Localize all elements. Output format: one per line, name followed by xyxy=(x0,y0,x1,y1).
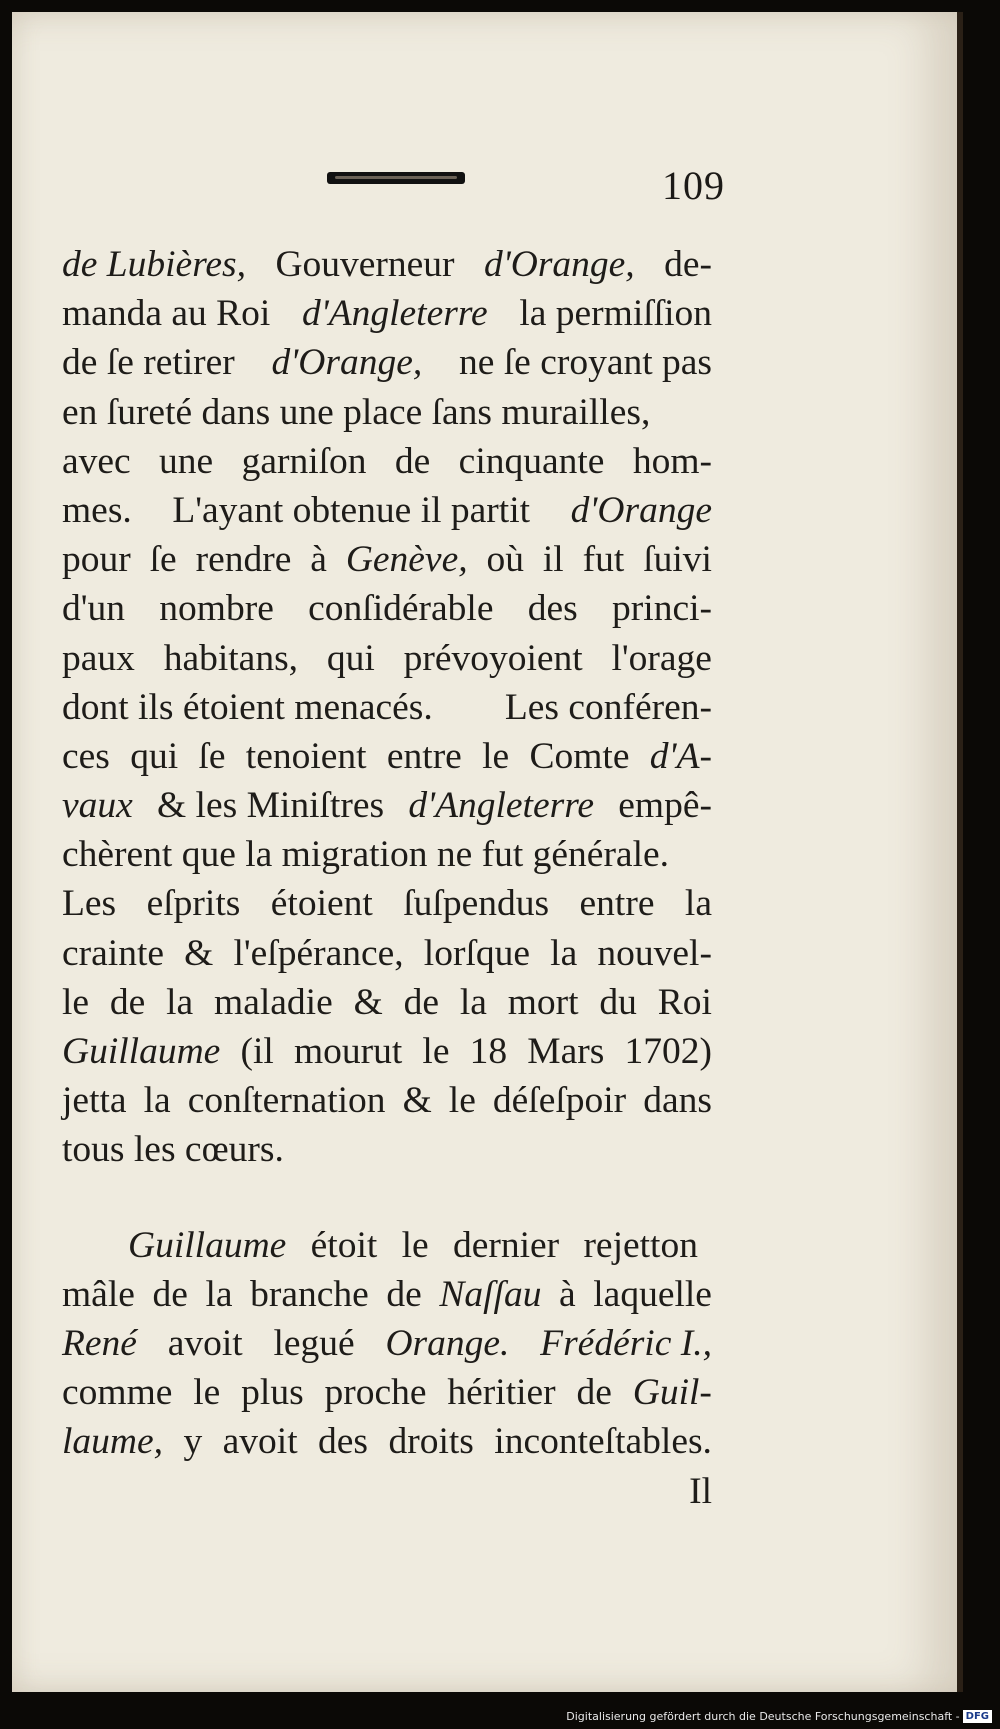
italic-word: d'Orange xyxy=(570,489,712,531)
word: mes. xyxy=(62,489,132,531)
word: avoit xyxy=(167,1322,243,1364)
word: à xyxy=(559,1273,576,1315)
word: la xyxy=(459,981,487,1023)
word: entre xyxy=(386,735,462,777)
word: ſe xyxy=(198,735,226,777)
word: qui xyxy=(130,735,179,777)
text-line xyxy=(62,1027,712,1076)
italic-word: d'Angleterre xyxy=(301,293,488,335)
word: la xyxy=(166,981,194,1023)
italic-word: René xyxy=(62,1322,137,1364)
italic-word: d'A- xyxy=(649,735,712,777)
word: chèrent que la migration ne fut générale. xyxy=(62,834,670,876)
word: ne ſe croyant pas xyxy=(458,342,712,384)
word: L'ayant obtenue il partit xyxy=(172,489,531,531)
word: dernier xyxy=(452,1224,560,1266)
italic-word: laume, xyxy=(62,1421,164,1463)
word: legué xyxy=(273,1322,355,1364)
word: & les Miniſtres xyxy=(157,785,385,827)
digitization-footer xyxy=(566,1710,992,1723)
word: habitans, xyxy=(163,637,299,679)
word: ſuivi xyxy=(643,539,712,581)
word: étoient xyxy=(270,883,373,925)
word: (il xyxy=(240,1031,274,1072)
word: hom- xyxy=(632,440,712,482)
book-page xyxy=(12,12,963,1692)
text-line xyxy=(62,1125,712,1174)
word: & xyxy=(184,932,214,974)
word: droits xyxy=(388,1421,474,1463)
word: l'orage xyxy=(611,637,712,679)
word: à xyxy=(310,539,327,581)
word: prévoyoient xyxy=(403,637,583,679)
text-line xyxy=(62,486,712,535)
printer-ornament xyxy=(327,172,465,184)
page-number: 109 xyxy=(662,163,725,208)
word: avoit xyxy=(222,1421,298,1463)
text-line xyxy=(62,1270,712,1319)
word: jetta xyxy=(62,1080,127,1122)
word: empê- xyxy=(618,785,712,827)
word: la xyxy=(550,932,578,974)
word: mourut xyxy=(293,1031,403,1072)
word: laquelle xyxy=(593,1273,712,1315)
paragraph-gap xyxy=(62,1175,712,1221)
word: la xyxy=(205,1273,233,1315)
word: rendre xyxy=(195,539,292,581)
paragraph-2 xyxy=(62,1221,712,1467)
word: de- xyxy=(664,244,712,285)
text-line xyxy=(62,437,712,486)
word: & xyxy=(353,981,383,1023)
word: comme xyxy=(62,1372,173,1414)
word: 18 xyxy=(469,1031,508,1072)
word: Roi xyxy=(657,981,712,1023)
word: en ſureté dans une place ſans murailles, xyxy=(62,391,651,433)
word: garniſon xyxy=(241,440,367,482)
word: ſe xyxy=(149,539,177,581)
word: lorſque xyxy=(423,932,531,974)
word: dont ils étoient menacés. xyxy=(62,686,433,728)
word: branche xyxy=(250,1273,369,1315)
text-line xyxy=(62,289,712,338)
word: entre xyxy=(579,883,655,925)
italic-word: de Lubières, xyxy=(62,244,247,285)
word: proche xyxy=(324,1372,427,1414)
word: & xyxy=(402,1080,432,1122)
word: avec xyxy=(62,440,131,482)
word: des xyxy=(527,588,578,630)
word: le xyxy=(482,735,510,777)
text-line xyxy=(62,535,712,584)
word: y xyxy=(183,1421,203,1463)
body-text xyxy=(62,240,712,1516)
word: de xyxy=(403,981,439,1023)
italic-word: Orange. xyxy=(385,1322,510,1364)
italic-word: Frédéric I., xyxy=(540,1322,712,1364)
word: Les conféren- xyxy=(504,686,712,728)
word: manda au Roi xyxy=(62,293,271,335)
word: qui xyxy=(326,637,375,679)
italic-word: Guillaume xyxy=(62,1031,221,1072)
word: la xyxy=(143,1080,171,1122)
word: mort xyxy=(507,981,579,1023)
word: héritier xyxy=(447,1372,556,1414)
text-line xyxy=(62,1368,712,1417)
word: maladie xyxy=(214,981,333,1023)
word: d'un xyxy=(62,588,126,630)
word: paux xyxy=(62,637,135,679)
text-line xyxy=(62,1076,712,1125)
word: de ſe retirer xyxy=(62,342,235,384)
word: le xyxy=(193,1372,221,1414)
word: une xyxy=(159,440,214,482)
word: inconteſtables. xyxy=(494,1421,712,1463)
word: pour xyxy=(62,539,131,581)
text-line xyxy=(62,879,712,928)
word: nombre xyxy=(159,588,274,630)
footer-text: Digitalisierung gefördert durch die Deutsche Forschungsgemeinschaft - xyxy=(566,1710,960,1723)
word: il xyxy=(542,539,564,581)
word: eſprits xyxy=(146,883,241,925)
word: fut xyxy=(582,539,625,581)
word: tous les cœurs. xyxy=(62,1129,284,1171)
word: princi- xyxy=(612,588,712,630)
text-line xyxy=(62,929,712,978)
text-line xyxy=(62,830,712,879)
word: cinquante xyxy=(458,440,605,482)
italic-word: d'Angleterre xyxy=(408,785,595,827)
italic-word: Naſſau xyxy=(439,1273,542,1315)
text-line xyxy=(62,388,712,437)
word: Gouverneur xyxy=(275,244,455,285)
word: crainte xyxy=(62,932,165,974)
text-line xyxy=(62,584,712,633)
text-line xyxy=(62,634,712,683)
word: de xyxy=(576,1372,612,1414)
text-line xyxy=(62,732,712,781)
word: plus xyxy=(241,1372,304,1414)
word: étoit xyxy=(310,1224,378,1266)
word: tenoient xyxy=(245,735,367,777)
text-line xyxy=(62,1319,712,1368)
word: le xyxy=(422,1031,450,1072)
word: déſeſpoir xyxy=(492,1080,627,1122)
text-line xyxy=(62,683,712,732)
italic-word: Genève, xyxy=(345,539,468,581)
paragraph-1 xyxy=(62,240,712,1175)
word: ces xyxy=(62,735,110,777)
word: du xyxy=(599,981,637,1023)
word: ſuſpendus xyxy=(403,883,550,925)
text-line xyxy=(62,978,712,1027)
word: dans xyxy=(643,1080,712,1122)
word: l'eſpérance, xyxy=(233,932,404,974)
word: le xyxy=(62,981,90,1023)
word: de xyxy=(109,981,146,1023)
text-line xyxy=(62,781,712,830)
word: le xyxy=(401,1224,429,1266)
word: nouvel- xyxy=(597,932,712,974)
word: 1702) xyxy=(624,1031,712,1072)
text-line xyxy=(62,1221,712,1270)
word: Les xyxy=(62,883,117,925)
italic-word: Guillaume xyxy=(128,1224,287,1266)
word: des xyxy=(318,1421,369,1463)
word: de xyxy=(394,440,431,482)
word: conſternation xyxy=(187,1080,386,1122)
catchword: Il xyxy=(689,1470,712,1512)
text-line xyxy=(62,1417,712,1466)
word: le xyxy=(448,1080,476,1122)
word: conſidérable xyxy=(308,588,494,630)
word: mâle xyxy=(62,1273,135,1315)
word: rejetton xyxy=(583,1224,698,1266)
word: Mars xyxy=(527,1031,605,1072)
italic-word: Guil- xyxy=(632,1372,712,1414)
word: la permiſſion xyxy=(519,293,712,335)
word: de xyxy=(152,1273,188,1315)
word: la xyxy=(684,883,712,925)
italic-word: vaux xyxy=(62,785,133,827)
word: de xyxy=(386,1273,422,1315)
italic-word: d'Orange, xyxy=(271,342,423,384)
dfg-logo: DFG xyxy=(963,1710,992,1723)
text-line xyxy=(62,338,712,387)
text-line xyxy=(62,240,712,289)
word: Comte xyxy=(529,735,630,777)
catchword-line xyxy=(62,1467,712,1516)
italic-word: d'Orange, xyxy=(483,244,635,285)
word: où xyxy=(486,539,524,581)
